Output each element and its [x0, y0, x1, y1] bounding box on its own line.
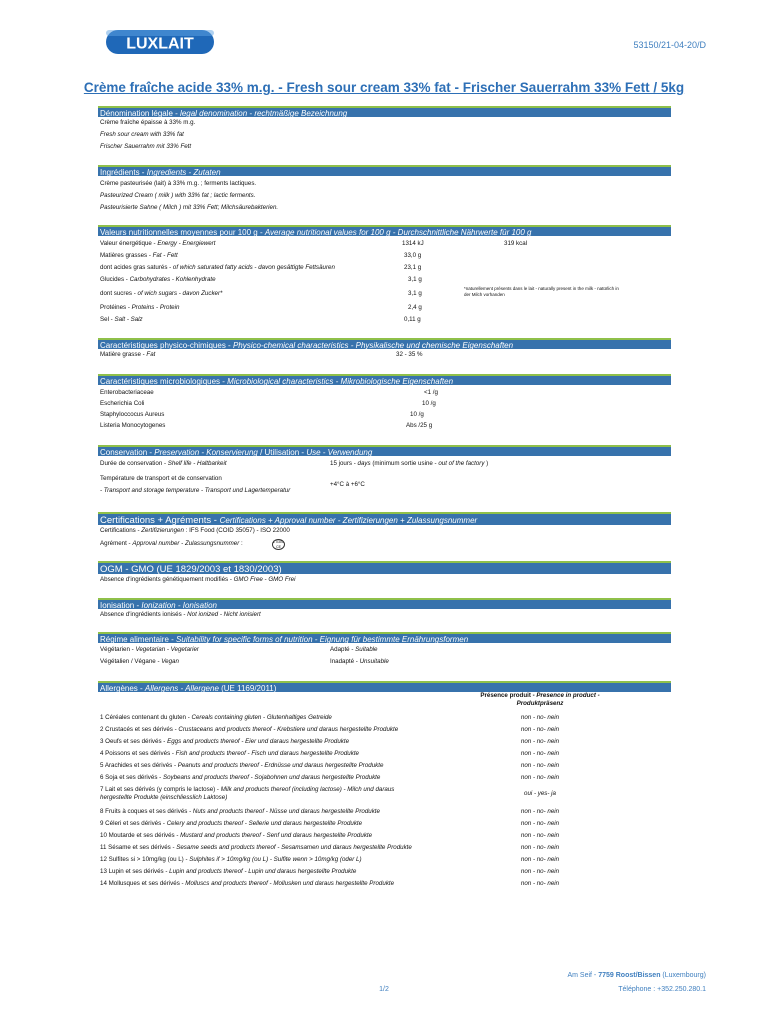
- ingredients-line: Crème pasteurisée (lait) à 33% m.g. ; ferments lactiques.: [100, 180, 257, 187]
- section-bar-diet: Régime alimentaire - Suitability for specific forms of nutrition - Eignung für bestimmte Ernährungsformen: [98, 632, 671, 643]
- allergen-row-label: 2 Crustacés et ses dérivés - Crustaceans and products thereof - Krebstiere und daraus hergestellte Produkte: [100, 726, 399, 733]
- allergen-row-value: non - no- nein: [520, 832, 560, 839]
- allergen-row-label: 9 Céleri et ses dérivés - Celery and products thereof - Sellerie und daraus hergestellte Produkte: [100, 820, 363, 827]
- allergen-row-value: non - no- nein: [520, 762, 560, 769]
- allergen-row-value: non - no- nein: [520, 714, 560, 721]
- physico-value: 32 - 35 %: [396, 351, 423, 358]
- allergen-row-value: non - no- nein: [520, 808, 560, 815]
- nutrition-value: 3,1 g: [408, 276, 422, 283]
- allergen-row-value: non - no- nein: [520, 750, 560, 757]
- footer-address: Am Seif - 7759 Roost/Bissen (Luxembourg): [567, 972, 706, 979]
- ingredients-line: Pasteurized Cream ( milk ) with 33% fat ; lactic ferments.: [100, 192, 256, 199]
- micro-row-value: 10 /g: [410, 411, 424, 418]
- micro-row-name: Staphyloccocus Aureus: [100, 411, 165, 418]
- nutrition-row-fat: Matières grasses - Fat - Fett: [100, 252, 178, 259]
- certifications-row: Certifications - Zertifizierungen : IFS Food (COID 35057) - ISO 22000: [100, 527, 290, 534]
- footer-phone: Téléphone : +352.250.280.1: [618, 986, 706, 993]
- nutrition-row-carbs: Glucides - Carbohydrates - Kohlenhydrate: [100, 276, 216, 283]
- micro-row-value: Abs /25 g: [406, 422, 433, 429]
- denomination-line: Frischer Sauerrahm mit 33% Fett: [100, 143, 192, 150]
- document-reference: 53150/21-04-20/D: [633, 40, 706, 50]
- section-bar-denomination: Dénomination légale - legal denomination - rechtmäßige Bezeichnung: [98, 106, 671, 117]
- ingredients-line: Pasteurisierte Sahne ( Milch ) mit 33% Fett; Milchsäurebakterien.: [100, 204, 279, 211]
- allergen-row-value: non - no- nein: [520, 844, 560, 851]
- allergen-row-label: 14 Mollusques et ses dérivés - Molluscs and products thereof - Mollusken und daraus hergestellte Produkte: [100, 880, 395, 887]
- diet-row-value: Adapté - Suitable: [330, 646, 378, 653]
- allergens-column-header: Présence produit - Presence in product - Produktpräsenz: [480, 692, 600, 707]
- allergen-row-value: non - no- nein: [520, 880, 560, 887]
- conservation-temp-label-en-de: - Transport and storage temperature - Transport und Lagertemperatur: [100, 487, 291, 494]
- luxlait-logo: [104, 26, 216, 58]
- allergen-row-label: 12 Sulfites si > 10mg/kg (ou L) - Sulphites if > 10mg/kg (ou L) - Sulfite wenn > 10mg/kg (oder L): [100, 856, 362, 863]
- section-bar-allergens: Allergènes - Allergens - Allergene (UE 1169/2011): [98, 681, 671, 692]
- nutrition-row-protein: Protéines - Proteins - Protein: [100, 304, 180, 311]
- nutrition-footnote: *naturellement présents dans le lait - naturally present in the milk - natürlich in der Milch vorhanden: [464, 286, 619, 297]
- allergen-row-label: 6 Soja et ses dérivés - Soybeans and products thereof - Sojabohnen und daraus hergestellte Produkte: [100, 774, 381, 781]
- micro-row-name: Escherichia Coli: [100, 400, 145, 407]
- allergen-row-value: non - no- nein: [520, 868, 560, 875]
- allergen-row-label: 8 Fruits à coques et ses dérivés - Nuts and products thereof - Nüsse und daraus hergestellte Produkte: [100, 808, 380, 815]
- section-bar-conservation: Conservation - Preservation - Konservierung / Utilisation - Use - Verwendung: [98, 445, 671, 456]
- section-bar-certifications: Certifications + Agréments - Certifications + Approval number - Zertifizierungen + Zulassungsnummer: [98, 512, 671, 525]
- conservation-temp-label: Température de transport et de conservation: [100, 475, 222, 482]
- physico-row-fat: Matière grasse - Fat: [100, 351, 156, 358]
- allergen-row-value: oui - yes- ja: [524, 790, 556, 797]
- diet-row-label: Végétalien / Végane - Vegan: [100, 658, 179, 665]
- conservation-shelf-life: Durée de conservation - Shelf life - Haltbarkeit: [100, 460, 227, 467]
- allergen-row-value: non - no- nein: [520, 856, 560, 863]
- nutrition-value-kcal: 319 kcal: [504, 240, 528, 247]
- allergen-row-value: non - no- nein: [520, 774, 560, 781]
- micro-row-name: Listeria Monocytogenes: [100, 422, 166, 429]
- gmo-line: Absence d'ingrédients génétiquement modifiés - GMO Free - GMO Frei: [100, 576, 296, 583]
- nutrition-row-salt: Sel - Salt - Salz: [100, 316, 143, 323]
- allergen-row-label: 1 Céréales contenant du gluten - Cereals containing gluten - Glutenhaltiges Getreide: [100, 714, 332, 721]
- allergen-row-value: non - no- nein: [520, 820, 560, 827]
- denomination-line: Fresh sour cream with 33% fat: [100, 131, 184, 138]
- micro-row-name: Enterobacteriaceae: [100, 389, 154, 396]
- nutrition-row-sugars: dont sucres - of wich sugars - davon Zucker*: [100, 290, 223, 297]
- conservation-shelf-value: 15 jours - days (minimum sortie usine - out of the factory ): [330, 460, 489, 467]
- page-number: 1/2: [379, 986, 389, 993]
- denomination-line: Crème fraîche épaisse à 33% m.g.: [100, 119, 196, 126]
- ionisation-line: Absence d'ingrédients ionisés - Not ionized - Nicht ionisiert: [100, 611, 261, 618]
- allergen-row-label: 11 Sésame et ses dérivés - Sesame seeds and products thereof - Sesamsamen und daraus hergestellte Produkte: [100, 844, 412, 851]
- diet-row-value: Inadapté - Unsuitable: [330, 658, 389, 665]
- micro-row-value: <1 /g: [424, 389, 438, 396]
- allergen-row-label: 3 Oeufs et ses dérivés - Eggs and products thereof - Eier und daraus hergestellte Produkte: [100, 738, 350, 745]
- approval-row: Agrément - Approval number - Zulassungsnummer :: [100, 540, 243, 547]
- section-bar-ingredients: Ingrédients - Ingredients - Zutaten: [98, 165, 671, 176]
- nutrition-row-saturated: dont acides gras saturés - of which saturated fatty acids - davon gesättigte Fettsäuren: [100, 264, 335, 271]
- section-bar-ionisation: Ionisation - Ionization - Ionisation: [98, 598, 671, 609]
- section-bar-nutrition: Valeurs nutritionnelles moyennes pour 100 g - Average nutritional values for 100 g - Durchschnittliche Nährwerte für 100 g: [98, 225, 671, 236]
- diet-row-label: Végétarien - Vegetarian - Vegetarier: [100, 646, 199, 653]
- logo-text: LUXLAIT: [126, 35, 194, 53]
- nutrition-value: 23,1 g: [404, 264, 422, 271]
- allergen-row-label: 7 Lait et ses dérivés (y compris le lactose) - Milk and products thereof (including lactose) - Milch und daraus hergestellte Produkte (einschliesslich Laktose): [100, 786, 395, 801]
- nutrition-value: 2,4 g: [408, 304, 422, 311]
- section-bar-microbiological: Caractéristiques microbiologiques - Microbiological characteristics - Mikrobiologische Eigenschaften: [98, 374, 671, 385]
- section-bar-gmo: OGM - GMO (UE 1829/2003 et 1830/2003): [98, 561, 671, 574]
- nutrition-value: 3,1 g: [408, 290, 422, 297]
- allergen-row-label: 5 Arachides et ses dérivés - Peanuts and products thereof - Erdnüsse und daraus hergestellte Produkte: [100, 762, 384, 769]
- allergen-row-label: 4 Poissons et ses dérivés - Fish and products thereof - Fisch und daraus hergestellte Produkte: [100, 750, 359, 757]
- allergen-row-label: 13 Lupin et ses dérivés - Lupin and products thereof - Lupin und daraus hergestellte Produkte: [100, 868, 357, 875]
- allergen-row-label: 10 Moutarde et ses dérivés - Mustard and products thereof - Senf und daraus hergestellte Produkte: [100, 832, 373, 839]
- nutrition-value: 1314 kJ: [402, 240, 424, 247]
- nutrition-row-energy: Valeur énergétique - Energy - Energiewert: [100, 240, 216, 247]
- micro-row-value: 10 /g: [422, 400, 436, 407]
- nutrition-value: 33,0 g: [404, 252, 422, 259]
- nutrition-value: 0,11 g: [404, 316, 421, 323]
- conservation-temp-value: +4°C à +6°C: [330, 481, 365, 488]
- page-title: Crème fraîche acide 33% m.g. - Fresh sour cream 33% fat - Frischer Sauerrahm 33% Fett / 5kg: [83, 80, 685, 95]
- allergen-row-value: non - no- nein: [520, 726, 560, 733]
- allergen-row-value: non - no- nein: [520, 738, 560, 745]
- section-bar-physico-chemical: Caractéristiques physico-chimiques - Physico-chemical characteristics - Physikalische und chemische Eigenschaften: [98, 338, 671, 349]
- approval-stamp-icon: L 0301 CE: [273, 540, 284, 549]
